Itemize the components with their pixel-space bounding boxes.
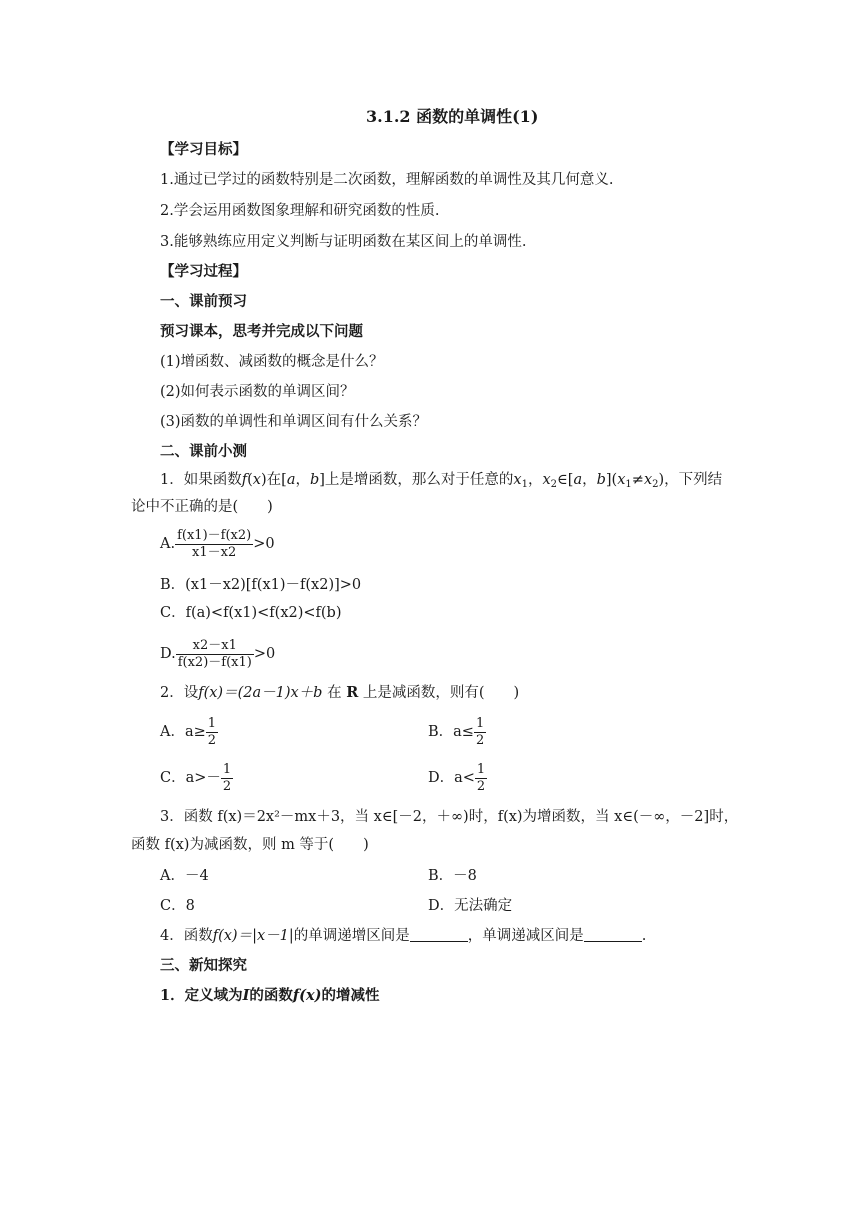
goal-3: 3.能够熟练应用定义判断与证明函数在某区间上的单调性.: [160, 234, 527, 250]
goal-1: 1.通过已学过的函数特别是二次函数，理解函数的单调性及其几何意义.: [160, 172, 614, 188]
q2-option-a: A．a≥ $\frac{1}{2}$: [160, 715, 217, 748]
q1-stem-line2: 论中不正确的是( ): [131, 499, 273, 515]
q3-option-a: A．－4: [160, 868, 209, 884]
preview-question-2: (2)如何表示函数的单调区间？: [160, 384, 355, 400]
q2-option-c: C．a>－ $\frac{1}{2}$: [160, 761, 232, 794]
q3-stem-line2: 函数 f(x)为减函数，则 m 等于( ): [131, 837, 369, 853]
q3-option-c: C．8: [160, 898, 195, 914]
q1-option-a: A. $\frac{f(x1)-f(x2)}{x1-x2}$ >0: [160, 527, 275, 560]
q1-option-b: B．(x1－x2)[f(x1)－f(x2)]>0: [160, 577, 362, 593]
q4-stem: 4．函数f(x)＝|x－1|的单调递增区间是 ，单调递减区间是 .: [160, 928, 647, 944]
q1-option-a-numerator: f(x1)－f(x2): [177, 527, 252, 543]
q2-stem: 2．设f(x)＝(2a－1)x＋b 在 R 上是减函数，则有( ): [160, 684, 520, 701]
goal-2: 2.学会运用函数图象理解和研究函数的性质.: [160, 203, 440, 219]
q4-answer-blank-2[interactable]: [584, 927, 642, 942]
q1-option-d: D. $\frac{x2-x1}{f(x2)-f(x1)}$ >0: [160, 637, 276, 670]
q1-option-c: C．f(a)<f(x1)<f(x2)<f(b): [160, 605, 342, 621]
q3-option-d: D．无法确定: [428, 898, 513, 914]
subsection-1-heading: 1．定义域为I的函数f(x)的增减性: [160, 987, 380, 1004]
q1-option-d-numerator: x2－x1: [176, 638, 254, 655]
q1-option-a-denominator: x1－x2: [192, 544, 237, 560]
q3-stem-line1: 3．函数 f(x)＝2x²－mx＋3，当 x∈[－2，＋∞)时，f(x)为增函数，当 x∈(－∞，－2]时，: [160, 809, 739, 825]
q2-option-b: B．a≤ $\frac{1}{2}$: [428, 715, 485, 748]
q1-option-d-denominator: f(x2)－f(x1): [177, 654, 252, 670]
preview-intro: 预习课本，思考并完成以下问题: [160, 323, 363, 340]
preview-question-1: (1)增函数、减函数的概念是什么？: [160, 354, 384, 370]
q1-stem-line1: 1．如果函数f(x)在[a，b]上是增函数，那么对于任意的$x_1$，$x_2\in[a$，$b](x_1\ne x_2)$，下列结: [160, 472, 723, 490]
preview-question-3: (3)函数的单调性和单调区间有什么关系？: [160, 414, 428, 430]
section-explore-heading: 三、新知探究: [160, 957, 247, 974]
q2-option-d: D．a< $\frac{1}{2}$: [428, 761, 486, 794]
section-quiz-heading: 二、课前小测: [160, 443, 247, 460]
q4-answer-blank-1[interactable]: [410, 927, 468, 942]
section-preview-heading: 一、课前预习: [160, 293, 247, 310]
process-header: 【学习过程】: [160, 263, 247, 280]
page-title: 3.1.2 函数的单调性(1): [366, 107, 539, 126]
goals-header: 【学习目标】: [160, 141, 247, 158]
q3-option-b: B．－8: [428, 868, 477, 884]
